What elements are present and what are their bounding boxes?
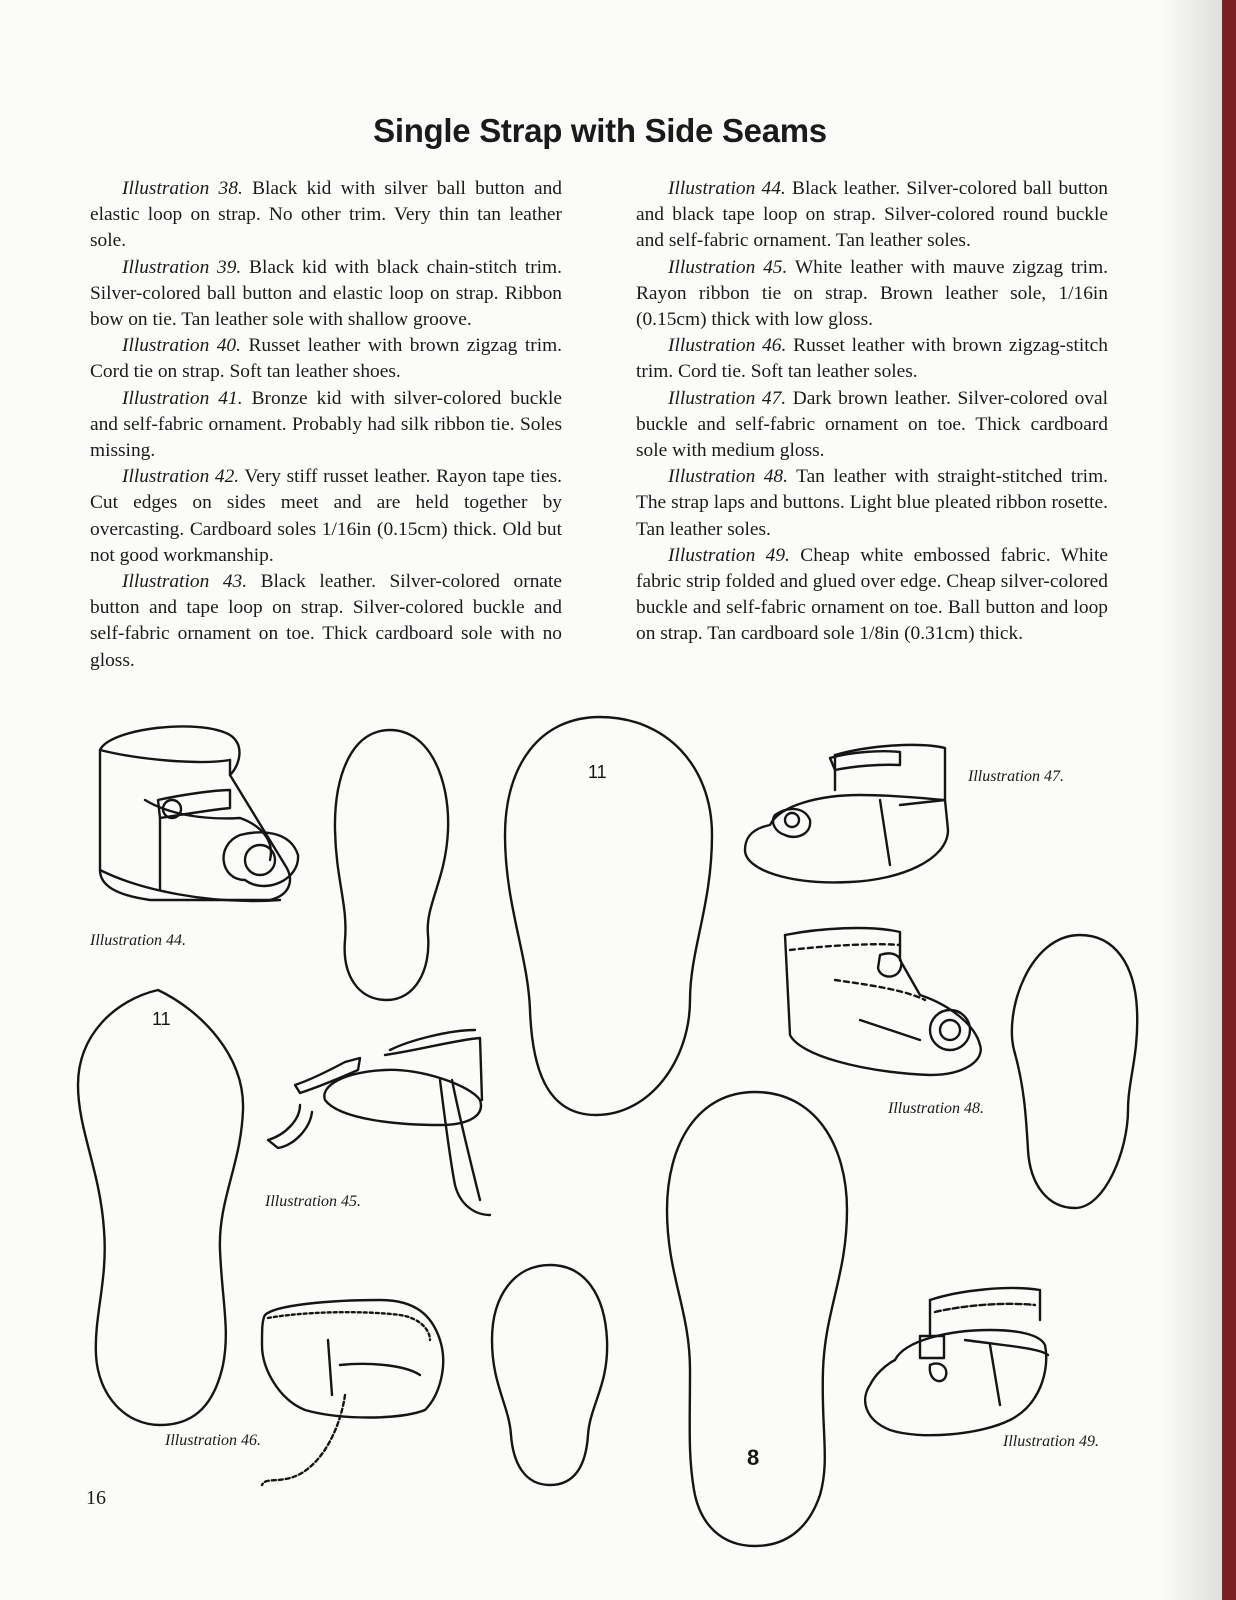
ill-description: Bronze kid with silver-colored buckle and self-fabric ornament. Probably had silk ribbon tie. Soles missing. [90,387,563,462]
ill-description: Very stiff russet leather. Rayon tape ties. Cut edges on sides meet and are held together by overcasting. Cardboard soles 1/16in (0.15cm) thick. Old but not good workmanship. [90,466,562,566]
ill-description: Black leather. Silver-colored ball button and black tape loop on strap. Silver-colored round buckle and self-fabric ornament. Tan leather soles. [636,178,1109,252]
caption-ill46: Illustration 46. [165,1432,262,1449]
ill-description: Black kid with black chain-stitch trim. Silver-colored ball button and elastic loop on strap. Ribbon bow on tie. Tan leather sole with shallow groove. [90,256,562,331]
ill-description: Cheap white embossed fabric. White fabric strip folded and glued over edge. Cheap silver-colored buckle and self-fabric ornament on toe. Ball button and loop on strap. Tan cardboard sole 1/8in (0.31cm) thick. [636,544,1108,645]
page-number: 16 [86,1487,106,1509]
ill-label: Illustration 47. [668,387,787,409]
caption-ill47: Illustration 47. [968,768,1065,785]
pattern-mark-bottom: 8 [747,1445,760,1470]
ill-label: Illustration 40. [122,335,241,357]
sole-pattern-center-large [505,717,712,1115]
ill-description: Dark brown leather. Silver-colored oval buckle and self-fabric ornament on toe. Thick cardboard sole with medium gloss. [636,387,1108,462]
ill-description: White leather with mauve zigzag trim. Rayon ribbon tie on strap. Brown leather sole, 1/16in (0.15cm) thick with low gloss. [636,256,1109,331]
pattern-mark-center: 11 [588,762,607,782]
page-title: Single Strap with Side Seams [373,112,827,149]
sole-pattern-left-large [78,990,243,1425]
ill-description: Russet leather with brown zigzag trim. Cord tie on strap. Soft tan leather shoes. [90,335,563,383]
caption-ill44: Illustration 44. [90,932,187,949]
ill-label: Illustration 45. [668,256,788,278]
sole-pattern-small-top [335,730,448,1000]
ill-label: Illustration 41. [122,387,243,409]
ill-label: Illustration 42. [122,466,240,488]
ill-description: Russet leather with brown zigzag-stitch trim. Cord tie. Soft tan leather soles. [636,335,1108,383]
shoe-illustration-45 [268,1030,490,1215]
ill-label: Illustration 39. [122,256,242,278]
ill-label: Illustration 48. [668,466,788,488]
ill-description: Black leather. Silver-colored ornate button and tape loop on strap. Silver-colored buckle and self-fabric ornament on toe. Thick cardboard sole with no gloss. [90,571,562,671]
ill-label: Illustration 43. [122,571,248,593]
ill-label: Illustration 38. [122,178,243,199]
caption-ill48: Illustration 48. [888,1100,985,1117]
shoe-illustration-49 [865,1288,1048,1435]
caption-ill49: Illustration 49. [1003,1433,1100,1450]
caption-ill45: Illustration 45. [265,1193,362,1210]
ill-label: Illustration 49. [668,544,790,566]
ill-label: Illustration 44. [668,178,786,199]
pattern-mark-left: 11 [152,1009,171,1029]
shoe-illustration-46 [262,1300,443,1485]
ill-description: Black kid with silver ball button and elastic loop on strap. No other trim. Very thin tan leather sole. [90,178,562,252]
sole-pattern-bottom-small [492,1265,607,1485]
shoe-illustration-48 [785,928,981,1075]
sole-pattern-bottom-large [667,1092,847,1546]
ill-description: Tan leather with straight-stitched trim. The strap laps and buttons. Light blue pleated ribbon rosette. Tan leather soles. [636,466,1108,540]
sole-pattern-right [1012,935,1137,1208]
ill-label: Illustration 46. [668,335,787,357]
shoe-illustration-44 [100,726,298,901]
shoe-illustration-47 [745,745,948,882]
